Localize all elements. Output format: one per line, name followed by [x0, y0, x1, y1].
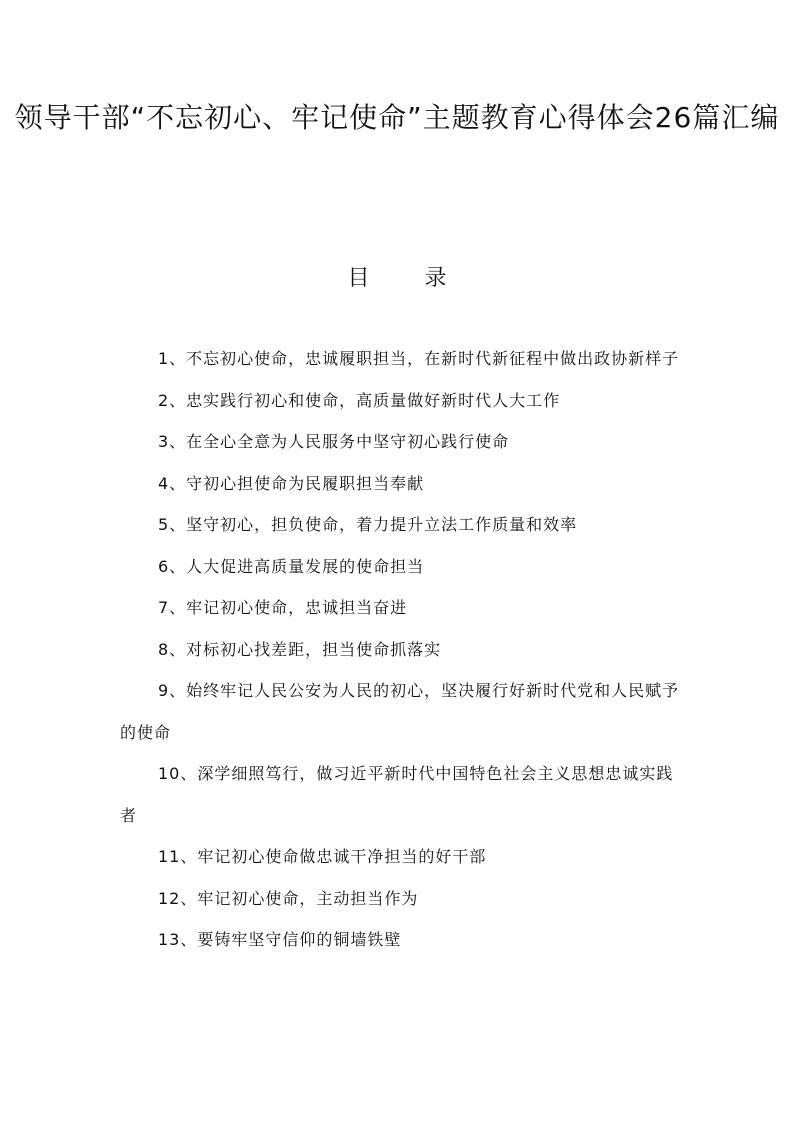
- toc-item-10[interactable]: 10、深学细照笃行，做习近平新时代中国特色社会主义思想忠诚实践者: [120, 764, 674, 825]
- toc-item-3[interactable]: 3、在全心全意为人民服务中坚守初心践行使命: [158, 432, 510, 451]
- document-title: 领导干部“不忘初心、牢记使命”主题教育心得体会26篇汇编: [14, 101, 780, 134]
- toc-item-1[interactable]: 1、不忘初心使命，忠诚履职担当，在新时代新征程中做出政协新样子: [158, 349, 680, 368]
- toc-item-5[interactable]: 5、坚守初心，担负使命，着力提升立法工作质量和效率: [158, 515, 578, 534]
- toc-item-4[interactable]: 4、守初心担使命为民履职担当奉献: [158, 473, 425, 493]
- toc-item-8[interactable]: 8、对标初心找差距，担当使命抓落实: [158, 639, 442, 659]
- toc-item-12[interactable]: 12、牢记初心使命，主动担当作为: [158, 888, 419, 908]
- toc-item-6[interactable]: 6、人大促进高质量发展的使命担当: [158, 556, 425, 576]
- toc-list: [120, 338, 680, 961]
- toc-heading: 目 录: [347, 266, 471, 291]
- toc-item-13[interactable]: 13、要铸牢坚守信仰的铜墙铁壁: [158, 930, 402, 949]
- toc-item-7[interactable]: 7、牢记初心使命，忠诚担当奋进: [158, 598, 408, 617]
- toc-item-9[interactable]: 9、始终牢记人民公安为人民的初心，坚决履行好新时代党和人民赋予的使命: [120, 681, 680, 742]
- toc-item-11[interactable]: 11、牢记初心使命做忠诚干净担当的好干部: [158, 847, 487, 866]
- toc-item-2[interactable]: 2、忠实践行初心和使命，高质量做好新时代人大工作: [158, 390, 561, 410]
